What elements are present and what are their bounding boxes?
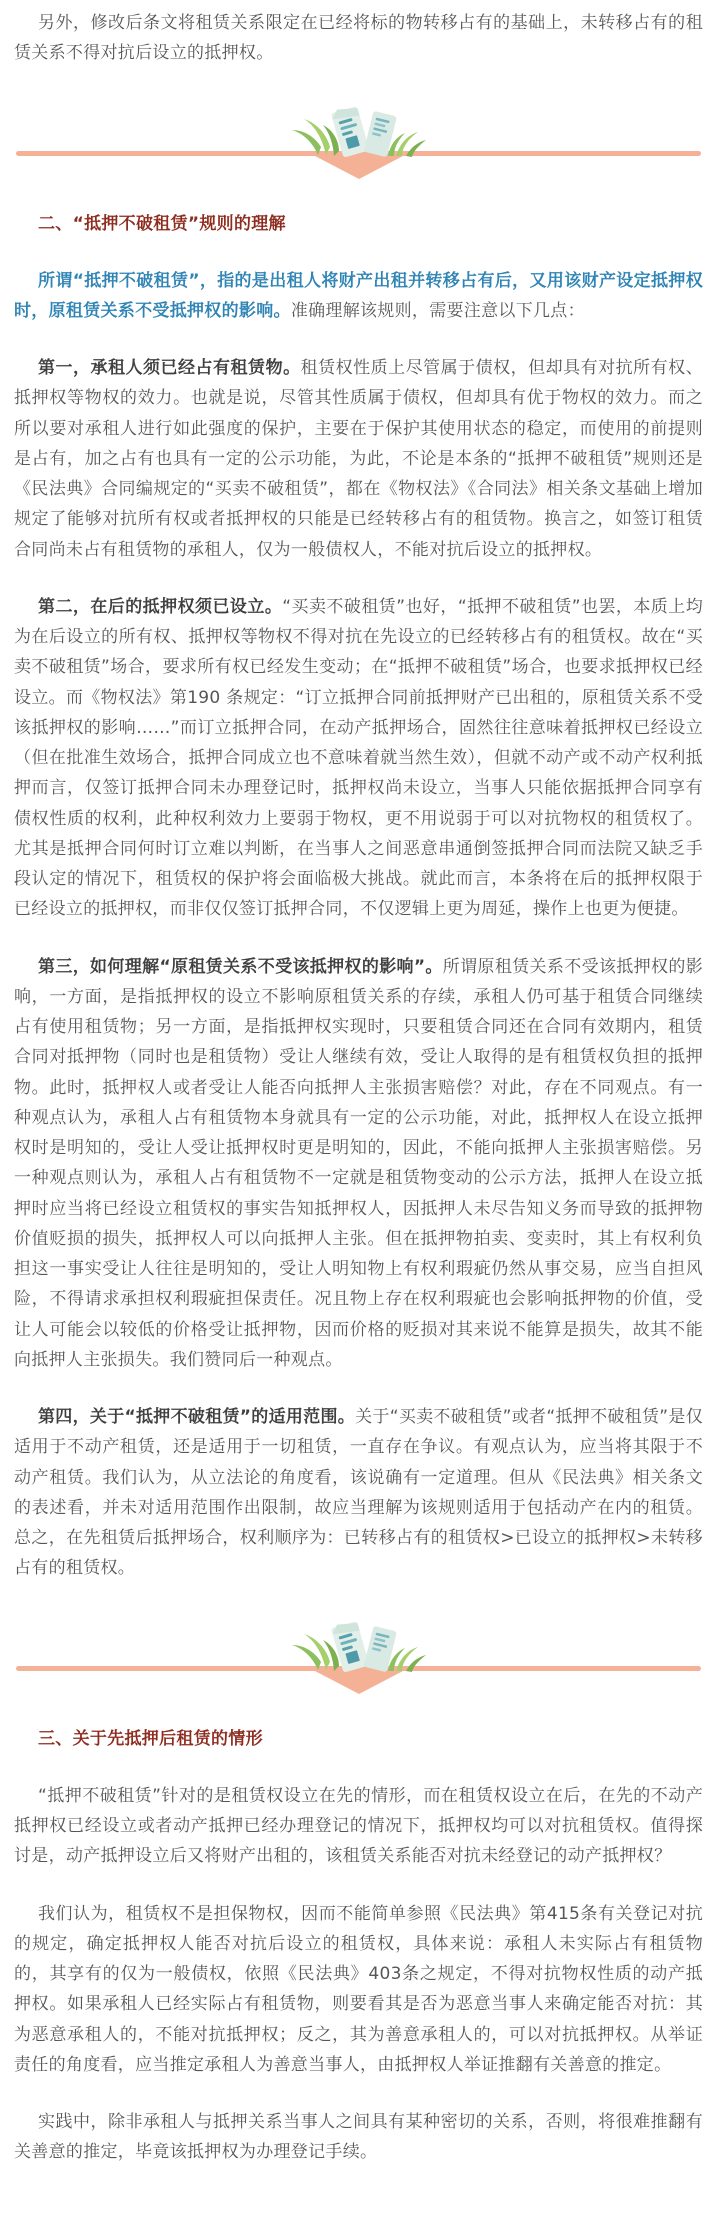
section-divider-1 [14, 99, 703, 179]
point-lead-text: 第一，承租人须已经占有租赁物。 [38, 358, 301, 379]
body-text: 所谓原租赁关系不受该抵押权的影响，一方面，是指抵押权的设立不影响原租赁关系的存续，承租人仍可基于租赁合同继续占有使用租赁物；另一方面，是指抵押权实现时，只要租赁合同还在合同有效期内，租赁合同对抵押物（同时也是租赁物）受让人继续有效，受让人取得的是有租赁权负担的抵押物。此时，抵押权人或者受让人能否向抵押人主张损害赔偿？对此，存在不同观点。有一种观点认为，承租人占有租赁物本身就具有一定的公示功能，对此，抵押权人在设立抵押权时是明知的，受让人受让抵押权时更是明知的，因此，不能向抵押人主张损害赔偿。另一种观点则认为，承租人占有租赁物不一定就是租赁物变动的公示方法，抵押人在设立抵押时应当将已经设立租赁权的事实告知抵押权人，因抵押人未尽告知义务而导致的抵押物价值贬损的损失，抵押权人可以向抵押人主张。但在抵押物拍卖、变卖时，其上有权利负担这一事实受让人往往是明知的，受让人明知物上有权利瑕疵仍然从事交易，应当自担风险，不得请求承担权利瑕疵担保责任。况且物上存在权利瑕疵也会影响抵押物的价值，受让人可能会以较低的价格受让抵押物，因而价格的贬损对其来说不能算是损失，故其不能向抵押人主张损失。我们赞同后一种观点。 [14, 956, 704, 1370]
divider-art-wrap [14, 99, 703, 157]
body-text: 我们认为，租赁权不是担保物权，因而不能简单参照《民法典》第415条有关登记对抗的规定，确定抵押权人能否对抗后设立的租赁权，具体来说：承租人未实际占有租赁物的，其享有的仅为一般债权，依照《民法典》403条之规定，不得对抗物权性质的动产抵押权。如果承租人已经实际占有租赁物，则要看其是否为恶意当事人来确定能否对抗：其为恶意承租人的，不能对抗抵押权；反之，其为善意承租人的，可以对抗抵押权。从举证责任的角度看，应当推定承租人为善意当事人，由抵押权人举证推翻有关善意的推定。 [14, 1903, 703, 2075]
body-text: 另外，修改后条文将租赁关系限定在已经将标的物转移占有的基础上，未转移占有的租赁关系不得对抗后设立的抵押权。 [14, 13, 703, 64]
divider-art-wrap [14, 1614, 703, 1672]
emphasis-blue-text: 所谓“抵押不破租赁”，指的是出租人将财产出租并转移占有后，又用该财产设定抵押权时，原租赁关系不受抵押权的影响。 [14, 270, 703, 321]
body-text: 准确理解该规则，需要注意以下几点： [290, 300, 585, 321]
body-text: “抵押不破租赁”针对的是租赁权设立在先的情形，而在租赁权设立在后，在先的不动产抵押权已经设立或者动产抵押已经办理登记的情况下，抵押权均可以对抗租赁权。值得探讨是，动产抵押设立后又将财产出租的，该租赁关系能否对抗未经登记的动产抵押权？ [14, 1785, 703, 1867]
body-text: 关于“买卖不破租赁”或者“抵押不破租赁”是仅适用于不动产租赁，还是适用于一切租赁，一直存在争议。有观点认为，应当将其限于不动产租赁。我们认为，从立法论的角度看，该说确有一定道理。但从《民法典》相关条文的表述看，并未对适用范围作出限制，故应当理解为该规则适用于包括动产在内的租赁。总之，在先租赁后抵押场合，权利顺序为：已转移占有的租赁权>已设立的抵押权>未转移占有的租赁权。 [14, 1407, 704, 1579]
section-3-heading: 三、关于先抵押后租赁的情形 [38, 1728, 263, 1749]
paragraph-section3-3 [14, 2107, 703, 2168]
paragraph-point-3 [14, 952, 703, 1376]
paragraph-point-2 [14, 592, 703, 925]
point-lead-text: 第三，如何理解“原租赁关系不受该抵押权的影响”。 [38, 956, 443, 977]
paragraph-section3-1 [14, 1781, 703, 1872]
paragraph-point-1 [14, 353, 703, 565]
paragraph-section2-intro [14, 266, 703, 327]
body-text: “买卖不破租赁”也好，“抵押不破租赁”也罢，本质上均为在后设立的所有权、抵押权等物权不得对抗在先设立的已经转移占有的租赁权。故在“买卖不破租赁”场合，要求所有权已经发生变动；在“抵押不破租赁”场合，也要求抵押权已经设立。而《物权法》第190 条规定：“订立抵押合同前抵押财产已出租的，原租赁关系不受该抵押权的影响……”而订立抵押合同，在动产抵押场合，固然往往意味着抵押权已经设立（但在批准生效场合，抵押合同成立也不意味着就当然生效），但就不动产或不动产权利抵押而言，仅签订抵押合同未办理登记时，抵押权尚未设立，当事人只能依据抵押合同享有债权性质的权利，此种权利效力上要弱于物权，更不用说弱于可以对抗物权的租赁权了。尤其是抵押合同何时订立难以判断，在当事人之间恶意串通倒签抵押合同而法院又缺乏手段认定的情况下，租赁权的保护将会面临极大挑战。就此而言，本条将在后的抵押权限于已经设立的抵押权，而非仅仅签订抵押合同，不仅逻辑上更为周延，操作上也更为便捷。 [14, 596, 704, 920]
paper-grass-illustration [284, 1614, 434, 1672]
down-arrow-icon [315, 156, 403, 179]
paragraph-section3-2 [14, 1899, 703, 2081]
point-lead-text: 第四，关于“抵押不破租赁”的适用范围。 [38, 1407, 356, 1428]
body-text: 实践中，除非承租人与抵押关系当事人之间具有某种密切的关系，否则，将很难推翻有关善意的推定，毕竟该抵押权为办理登记手续。 [14, 2112, 703, 2163]
point-lead-text: 第二，在后的抵押权须已设立。 [38, 596, 283, 617]
paper-grass-illustration [284, 99, 434, 157]
body-text: 租赁权性质上尽管属于债权，但却具有对抗所有权、抵押权等物权的效力。也就是说，尽管其性质属于债权，但却具有优于物权的效力。而之所以要对承租人进行如此强度的保护，主要在于保护其使用状态的稳定，而使用的前提则是占有，加之占有也具有一定的公示功能，为此，不论是本条的“抵押不破租赁”规则还是《民法典》合同编规定的“买卖不破租赁”，都在《物权法》《合同法》相关条文基础上增加规定了能够对抗所有权或者抵押权的只能是已经转移占有的租赁物。换言之，如签订租赁合同尚未占有租赁物的承租人，仅为一般债权人，不能对抗后设立的抵押权。 [14, 358, 703, 560]
section-divider-2 [14, 1614, 703, 1694]
section-2-heading: 二、“抵押不破租赁”规则的理解 [38, 213, 286, 234]
paragraph-point-4 [14, 1402, 703, 1584]
paragraph-intro [14, 8, 703, 69]
down-arrow-icon [315, 1671, 403, 1694]
